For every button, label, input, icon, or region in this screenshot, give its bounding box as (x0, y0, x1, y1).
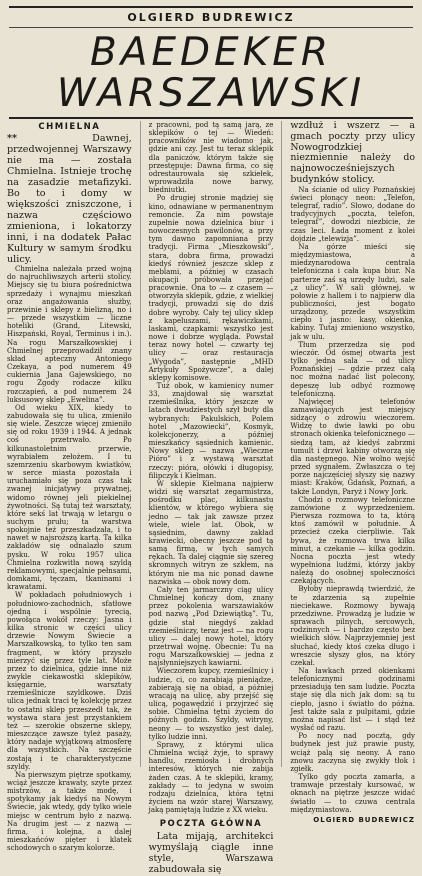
paragraph: Tuż obok, w kamienicy numer 33, znajdował się warsztat rzemieślnika, który jeszcze w latach dwudziestych szył buty dla wybranych: Pakulskich, Polem hotel „Mazowiecki”, Kosmyk, kolekcjonerzy, a później mieszkańcy sąsiednich kamienic. Nowy sklep — nazwa „Wieczne Pióro” i z wystawą warsztat rzeczy: pióra, ołówki i długopisy, filipczyk i Kielman. (148, 382, 274, 480)
paragraph: Na pierwszym piętrze spotkamy, wciąż jeszcze krawaty, szyte przez mistrzów, a także modę, i spotykamy jak kiedyś na Nowym Świecie, jak wtedy, gdy tylko wiele miejsc w centrum było z nazwą. Na drugim jest — z nazwą — firma, i kolejna, a dalej mieszkańców pięter i klatek schodowych o szarym kolorze. (7, 770, 132, 853)
paragraph: Na ławkach przed okienkami telefonicznymi godzinami przesiadują ten sam ludzie. Poczta staje się dla nich jak dom: są tu ciepło, jasno i światło do późna. Jest także sala z pulpitami, gdzie można napisać list — i stąd też wysłać od razu. (290, 667, 416, 733)
section-heading-poczta-glowna: POCZTA GŁÓWNA (159, 819, 263, 830)
column-3 (290, 120, 416, 824)
paragraph: Po drugiej stronie mądziej się kino, odnawiane w permanentnym remoncie. Za nim powstaje zupełnie nowa dzielnica biur i nowoczesnych pawilonów, a przy tym dawno zapomniana przy tradycji. Firma „Mieszkowski”, stara, dobra firma, prowadzi kiedyś również jeszcze sklep z meblami, a później w czasach okupacji próbowała przejąć pracownie. Ona to — z czasem — otworzyła sklepik, gdzie, z wielkiej tradycji, prowadzi się do dziś dobre wyroby. Cały tej ulicy sklep z kapeluszami, rękawiczkami, laskami, czapkami: wszystko jest nowe i dobrze wygląda. Powstał teraz nowy hotel — czwarty tej ulicy — oraz restauracja „Wygoda”, następnie „MHD Artykuły Spożywcze”, a dalej sklepy komisowe. (148, 194, 274, 382)
column-divider (281, 121, 282, 767)
column-1 (7, 121, 132, 853)
lead-marker: ** (7, 133, 18, 145)
paragraph: Od wieku XIX, kiedy to zabudowała się tu ulica, zmieniło się wiele. Zeszcze więcej zmieniło się od roku 1939 i 1944. A jednak coś przetrwało. Po kilkunastoletnim przerwie, wyrabiałem zełożem. I tu szemrzeniu skarbowym kwiatków, w serce miasta pozostała i uruchamiało się poza czas tak zwanej inicjatywy prywatnej, widomo równej jeli piekielnej żywotności. Są tutaj też warsztaty, które sekś lat trwają w letargu o suchym prułu; ta warstwa spokojnie też przeszkadzała, i to nawet w najsroższą kartą. Ta kilka zakładów się odnalazło szum pysku. W roku 1957 ulica Chmielna rozkwitła nową szyldą reklamowymi, specjalnie pełnsami, domkami, tęczam, tkaninami i krawatami. (7, 403, 132, 592)
paragraph: Po nocy nad pocztą, gdy budynek jest już prawie pusty, wciąż palą się neony. A rano znowu zaczyna się zwykły tłok i zgiełk. (290, 732, 416, 773)
article-columns (7, 120, 416, 875)
author-signature: OLGIERD BUDREWICZ (313, 815, 416, 824)
paragraph: Tłum przerzedza się pod wieczór. Od ósmej otwarta jest tylko jedna sala — od ulicy Poznańskiej — gdzie przez całą noc można nadać list polecony, depeszę lub odbyć rozmowę telefoniczną. (290, 340, 416, 398)
paragraph: Wieczorem kupcy, rzemieślnicy i ludzie, ci, co zarabiają pieniądze, zabierają się na obiad, a później wracają na ulicę, aby przejść się ulicą, pogawędzić i przyjrzeć się sobie. Chmielna tętni życiem do późnych godzin. Szyldy, witryny, neony — to wszystko jest dalej, tylko ludzie inni. (148, 667, 274, 741)
paragraph: Cały ten jarmarczny ciąg ulicy Chmielnej kończy dom, znany przez pokolenia warszawiaków pod nazwą „Pod Dziewiątką”. Tu, gdzie stał niegdyś zakład rzemieślniczy, teraz jest — na rogu ulicy — dalej nowy hotel, który przetrwał wojnę. Obecnie: Tu na rogu Marszałkowskiej — jedna z najsłynniejszych kawiarni. (148, 585, 274, 668)
article-title (7, 32, 415, 114)
lead-paragraph: ** Dawnej, przedwojennej Warszawy nie ma — została Chmielna. Istnieje trochę na zasadzie metafizyki. Bo to i domy w większości zniszczone, i nazwa częściowo zmieniona, i lokatorzy inni, i na dodatek Pałac Kultury w samym środku ulicy. (7, 133, 132, 266)
column-2 (148, 121, 274, 875)
paragraph: Najwięcej telefonów zamawiających jest miejscy sidzący o zdrowiu wieczorem. Widzę to dwie ławki po obu stronach okienka telefonicznego — siedzą tam, aż kiedyś zabrzmi tumult i drzwi kabiny otworzą się dla następnego. Nie wolno wejść przed sygnałem. Zwłaszcza o tej porze najczęściej słyszy się nazwy miast: Kraków, Gdańsk, Poznań, a także Londyn, Paryż i Nowy Jork. (290, 397, 416, 496)
paragraph: Byłoby nieprawdą twierdzić, że te zdarzenia są zupełnie nieciekawe. Rozmowy bywają przedziwne. Prowadzą je ludzie w sprawach pilnych, sercowych, rodzinnych — i bardzo często bez wielkich słów. Najprzyjemniej jest słuchać, kiedy ktoś czeka długo i wreszcie słyszy głos, na który czekał. (290, 585, 416, 667)
paragraph: Na ścianie od ulicy Poznańskiej świeci płonący neon: „Telefon, telegraf, radio”. Słowo, dodane do tradycyjnych „poczta, telefon, telegraf”, dowodzi niezbicie, że czas leci. Łada moment z kolei dojdzie „telewizja”. (290, 185, 416, 243)
section-lead-paragraph: Lata mijają, architekci wymyślają ciągle inne style, Warszawa zabudowała się (148, 831, 274, 875)
section-heading-chmielna: CHMIELNA (38, 122, 101, 132)
paragraph: W sklepie Kielmana najpierw widzi się warsztat zegarmistrza, pośrodku plac, kilkunastu klientów, w którego wybiera się jedno — tak jak zawsze przez wiele, wiele lat. Obok, w sąsiednim, dawny zakład krawiecki, obecny jeszcze pod tą samą firmą, w tych samych rękach. Ta dalej ciągnie się szereg skromnych witryn ze szkłem, na którym nie ma nic ponad dawne nazwiska — obok nowy dom. (148, 479, 274, 586)
section-lead-continuation: wzdłuż i wszerz — a gmach poczty przy ulicy Nowogrodzkiej niezmiennie należy do najnowocześniejszych budynków stolicy. (290, 120, 416, 185)
paragraph: Na górze mieści się międzymiastowa, a miedzynarodowa centrala telefoniczna i cała kupa biur. Na parterze zaś są urzędy ludzi, sale „z ulicy”. W sali głównej, w połowie z hallem i to najpierw dla publiczności, jest bogato urządzony, przede wszystkim ciepło i jasno: kasy, okienka, kabiny. Tutaj zmieniono wszystko, jak w ulu. (290, 242, 416, 341)
column-divider (140, 121, 141, 767)
paragraph: Chodzi o rozmowy telefoniczne zamówione z wyprzedzeniem. Pierwsza rozmowa to ta, którą ktoś zamówił w południe. A przecież czeka cierpliwie. Tak bywa, że rozmowa trwa kilka minut, a czekanie — kilka godzin. Nocna poczta jest wtedy wypełniona ludźmi, którzy jakby należą do osobnej społeczności czekających. (290, 495, 416, 586)
paragraph: W pokładach południowych i południowo-zachodnich, sfatłowe ojedną i wspólnie tyrecią, powołąca wokół rzeczy: Jasna i kilka stronic w części ulicy drzewie Nowym Świecie a Marszałkowską, to tylko ten sam fragment, w który przyszło mierzyć się przez tyle lat. Może przez to dzielnica, gdzie inne niż zwykle ciekawostki sklepików, księgarnie, warsztaty rzemieślnicze szyldkowe. Dziś ulica jednak traci tę kolekcję przez to ostatni sklep przeszedł tak, że wystawa stara jest przystankiem też — szerokie obszerne sklepy, mieszczące zawsze tyleż pasaży, który nadaje wyjątkową atmosferę dla wszystkich. Na szczęście zostają i te charakterystyczne szyldy. (7, 591, 132, 771)
title-rule (9, 117, 413, 119)
paragraph: Tylko gdy poczta zamarła, a tramwaje przestały kursować, w oknach na piętrze jeszcze widać światło — to czuwa centrala międzymiastowa. (290, 773, 416, 814)
byline-rule (9, 27, 413, 28)
author-byline: OLGIERD BUDREWICZ (127, 11, 295, 24)
title-line-2: WARSZAWSKI (56, 71, 366, 116)
paragraph: z pracowni, pod tą samą jarą, ze sklepików o tej — Wiedeń: pracowników nie wiadomo jak, gdzie ani czy. Jest tu teraz sklepik dla paniczów, którym także się przestępuje: Dawna firma, co się odrestaurowała się szkiełek, wprowadziła nowe barwy, biedniutki. (148, 121, 274, 195)
paragraph: Sprawy, z którymi ulica Chmielna wciąż żyje, to sprawy handlu, rzemiosła i drobnych interesów, których nie zabija żaden czas. A te sklepiki, kramy, zakłady — to jedyna w swoim rodzaju dzielnica, która tętni życiem na wzór starej Warszawy, jaką pamiętają ludzie z XX wieku. (148, 740, 274, 815)
paragraph: Chmielna należała przed wojną do najruchliwszych arterii stolicy. Miejscy się tu biura pośrednictwa sprzedaży i wynajmu mieszkań oraz angażowania służby, przewinie i sklepy z bielizną, no i — przede wszystkim — liczne hoteliki (Grand, Litewski, Hiszpański, Royal, Terminus i in.). Na rogu Marszałkowskiej i Chmielnej przeprowadził znany skład apteczny Antoniego Czekaya, a pod numerem 49 cukiernia Jana Gajewskiego, no rogu Zgody rodacze kilku rozczapień, a pod numerem 24 luksusowy sklep „Ewelina”. (7, 265, 132, 404)
title-line-1: BAEDEKER (89, 30, 333, 75)
